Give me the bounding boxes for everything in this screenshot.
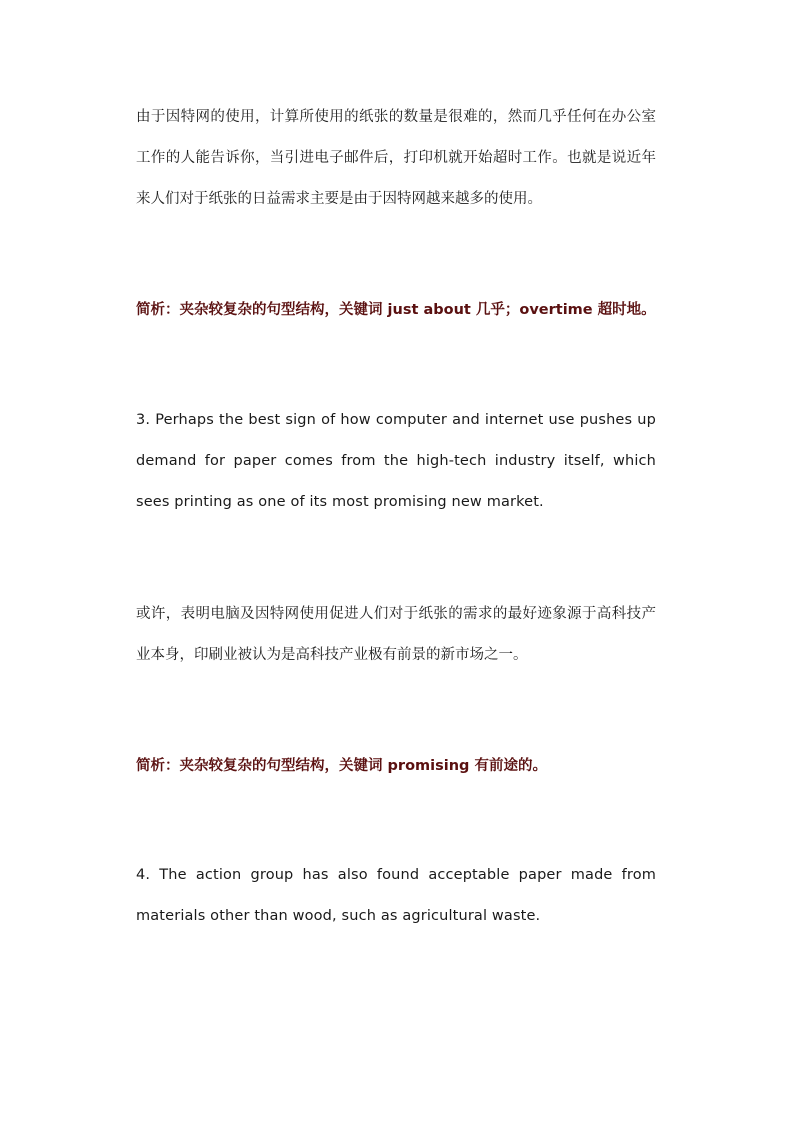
analysis-note-3: 简析：夹杂较复杂的句型结构，关键词 promising 有前途的。 <box>136 758 547 774</box>
analysis-note-2: 简析：夹杂较复杂的句型结构，关键词 just about 几乎；overtime 超时地。 <box>136 302 656 318</box>
paragraph-english-sentence-3: 3. Perhaps the best sign of how computer and internet use pushes up demand for paper comes from the high-tech industry itself, which sees printing as one of its most promising new market. <box>136 412 656 510</box>
paragraph-chinese-translation-3: 或许，表明电脑及因特网使用促进人们对于纸张的需求的最好迹象源于高科技产业本身，印刷业被认为是高科技产业极有前景的新市场之一。 <box>136 606 656 663</box>
paragraph-english-sentence-4: 4. The action group has also found acceptable paper made from materials other than wood, such as agricultural waste. <box>136 867 656 924</box>
paragraph-chinese-translation-2: 由于因特网的使用，计算所使用的纸张的数量是很难的，然而几乎任何在办公室工作的人能告诉你，当引进电子邮件后，打印机就开始超时工作。也就是说近年来人们对于纸张的日益需求主要是由于因特网越来越多的使用。 <box>136 109 656 207</box>
